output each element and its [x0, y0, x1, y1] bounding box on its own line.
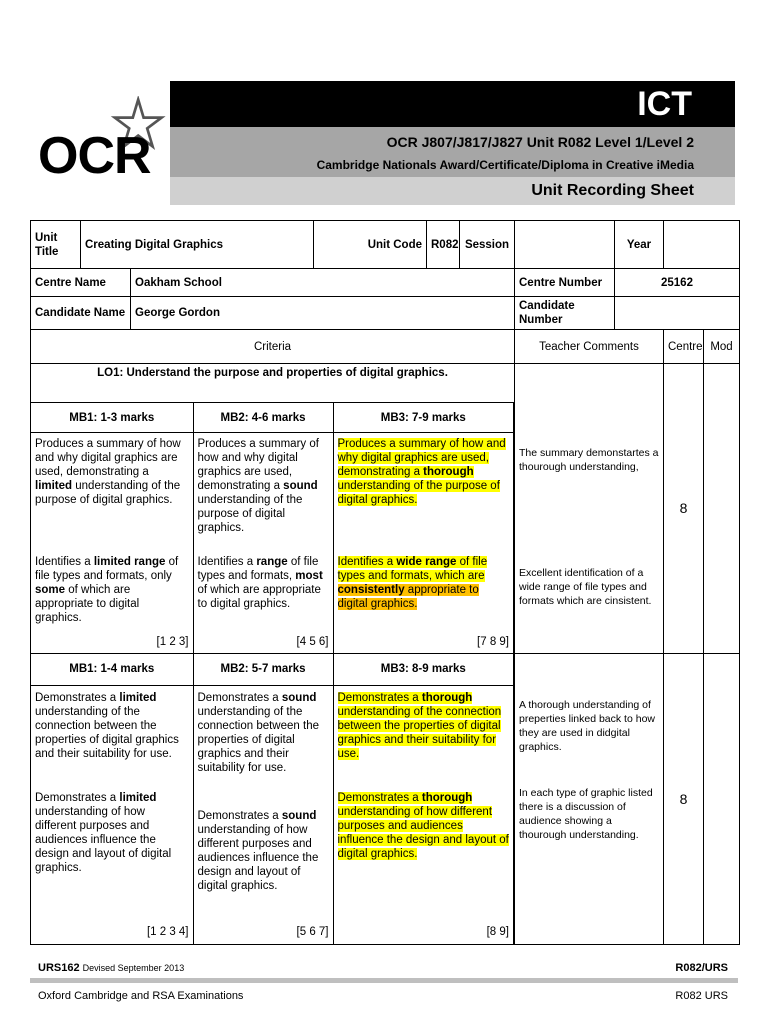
candidate-name-label: Candidate Name [31, 297, 131, 330]
centre-mark-section1[interactable]: 8 [664, 364, 704, 654]
mb1-criteria: Produces a summary of how and why digital graphics are used, demonstrating a limited understanding of the purpose of digital graphics. Identifies a limited range of file types and formats, only some of which are appropriate to digital graphics. [1 2 3] [31, 433, 193, 653]
lo1-section1 [31, 364, 515, 654]
footer-org: Oxford Cambridge and RSA Examinations [38, 990, 244, 1002]
mb1-criteria-2: Demonstrates a limited understanding of the connection between the properties of digital graphics and their suitability for use. Demonstrates a limited understanding of how different purposes and audiences influence the design and layout of digital graphics. [1 2 3 4] [31, 686, 193, 944]
mb1-header: MB1: 1-3 marks [31, 403, 193, 433]
criteria-header: Criteria [31, 330, 515, 364]
mb2-marks: [4 5 6] [296, 635, 329, 648]
mb1-marks: [1 2 3] [156, 635, 189, 648]
lo1-section2 [31, 653, 515, 944]
lo1-title: LO1: Understand the purpose and properties of digital graphics. [97, 367, 448, 379]
mb3-header-2: MB3: 8-9 marks [333, 654, 514, 686]
unit-code-label: Unit Code [314, 221, 427, 269]
mb3-marks: [7 8 9] [477, 635, 509, 648]
centre-number-label: Centre Number [515, 269, 615, 297]
mb1-header-2: MB1: 1-4 marks [31, 654, 193, 686]
centre-mark-section2[interactable]: 8 [664, 653, 704, 944]
unit-code-value[interactable]: R082 [427, 221, 460, 269]
mod-mark-section2[interactable] [704, 653, 740, 944]
mb1-marks-2: [1 2 3 4] [146, 925, 189, 938]
mb2-header-2: MB2: 5-7 marks [193, 654, 333, 686]
mb2-criteria-2: Demonstrates a sound understanding of the connection between the properties of digital graphics and their suitability for use. Demonstrates a sound understanding of how different purposes and audiences influence the design and layout of digital graphics. [5 6 7] [193, 686, 333, 944]
mb2-header: MB2: 4-6 marks [193, 403, 333, 433]
subject-title: ICT [637, 85, 692, 123]
centre-number-value[interactable]: 25162 [615, 269, 740, 297]
spec-line: OCR J807/J817/J827 Unit R082 Level 1/Level 2 [386, 134, 694, 150]
footer-unit-ref-2: R082 URS [675, 990, 728, 1002]
mb2-criteria: Produces a summary of how and why digital graphics are used, demonstrating a sound understanding of the purpose of digital graphics. Identifies a range of file types and formats, most of which are appropriate to digital graphics. [4 5 6] [193, 433, 333, 653]
session-label: Session [460, 221, 515, 269]
centre-name-value[interactable]: Oakham School [131, 269, 515, 297]
ocr-logo: OCR [38, 127, 151, 185]
candidate-number-label: Candidate Number [515, 297, 615, 330]
teacher-comment-section2[interactable]: A thorough understanding of preperties linked back to how they are used in didgital graphics. In each type of graphic listed there is a discussion of audience showing a thourough understanding. [515, 653, 664, 944]
mod-mark-section1[interactable] [704, 364, 740, 654]
candidate-number-value[interactable] [615, 297, 740, 330]
year-value[interactable] [664, 221, 740, 269]
mb3-criteria-2: Demonstrates a thorough understanding of the connection between the properties of digital graphics and their suitability for use. Demonstrates a thorough understanding of how different purposes and audiences influence the design and layout of digital graphics. [8 9] [333, 686, 514, 944]
mb3-criteria: Produces a summary of how and why digital graphics are used, demonstrating a thorough understanding of the purpose of digital graphics. Identifies a wide range of file types and formats, which are consistently appropriate to digital graphics. [7 8 9] [333, 433, 514, 653]
sheet-title: Unit Recording Sheet [531, 182, 694, 199]
teacher-comment-section1[interactable]: The summary demonstartes a thourough understanding, Excellent identification of a wide range of file types and formats which are cinsistent. [515, 364, 664, 654]
session-value[interactable] [515, 221, 615, 269]
recording-table [30, 220, 740, 945]
mod-header: Mod [704, 330, 740, 364]
teacher-comments-header: Teacher Comments [515, 330, 664, 364]
mb3-header: MB3: 7-9 marks [333, 403, 514, 433]
qualification-line: Cambridge Nationals Award/Certificate/Diploma in Creative iMedia [316, 158, 694, 172]
footer-code: URS162 Devised September 2013 [38, 962, 185, 974]
candidate-name-value[interactable]: George Gordon [131, 297, 515, 330]
year-label: Year [615, 221, 664, 269]
footer-bar [30, 978, 738, 983]
centre-name-label: Centre Name [31, 269, 131, 297]
mb3-marks-2: [8 9] [486, 925, 509, 938]
footer-devised: Devised September 2013 [82, 963, 185, 973]
unit-title-value[interactable]: Creating Digital Graphics [81, 221, 314, 269]
unit-title-label: Unit Title [31, 221, 81, 269]
centre-header: Centre [664, 330, 704, 364]
footer-unit-ref: R082/URS [675, 962, 728, 974]
mb2-marks-2: [5 6 7] [296, 925, 329, 938]
